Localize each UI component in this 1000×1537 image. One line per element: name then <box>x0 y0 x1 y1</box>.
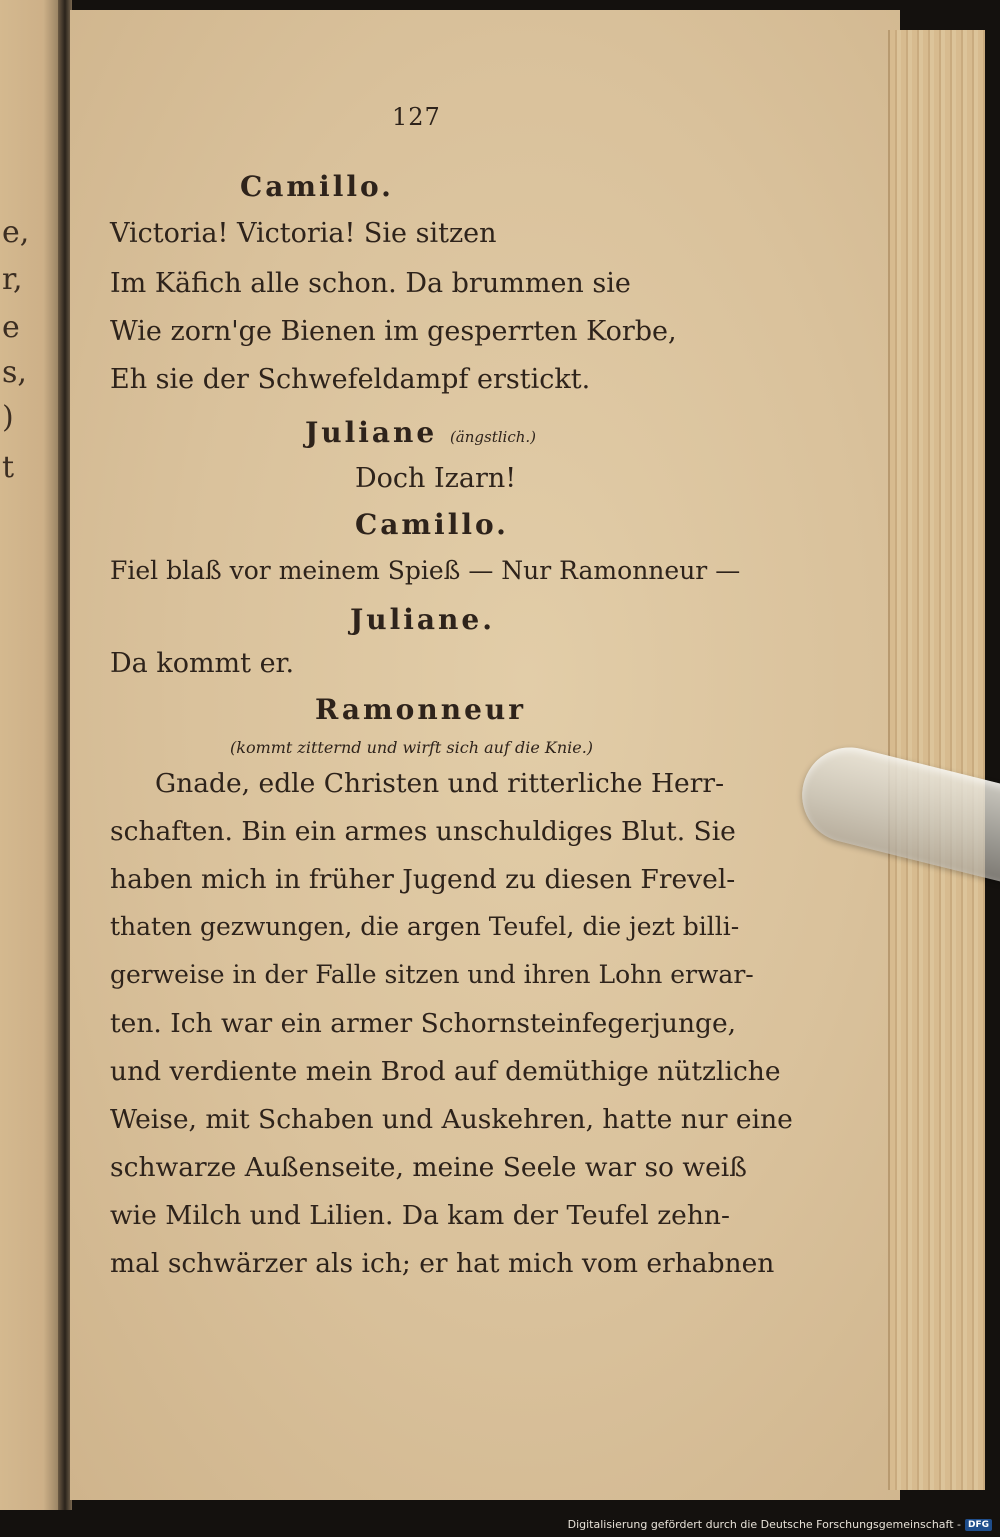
stage-direction: (ängstlich.) <box>449 428 537 446</box>
prose-line: schaften. Bin ein armes unschuldiges Blut. Sie <box>110 816 736 847</box>
verse-line: Eh sie der Schwefeldampf erstickt. <box>110 364 591 395</box>
prose-line: Weise, mit Schaben und Auskehren, hatte nur eine <box>110 1104 793 1135</box>
left-page-fragment: r, <box>2 262 23 297</box>
left-page-fragment: ) <box>2 400 14 435</box>
verse-line: Doch Izarn! <box>355 463 517 494</box>
speaker-name <box>305 416 536 449</box>
prose-line: und verdiente mein Brod auf demüthige nützliche <box>110 1056 781 1087</box>
dfg-logo: DFG <box>965 1519 992 1531</box>
left-page-fragment: t <box>2 450 15 485</box>
prose-line: thaten gezwungen, die argen Teufel, die jezt billi- <box>110 912 740 941</box>
stage-direction: (kommt zitternd und wirft sich auf die Knie.) <box>230 738 594 757</box>
left-page-fragment: e, <box>2 215 30 250</box>
prose-line: gerweise in der Falle sitzen und ihren Lohn erwar- <box>110 960 754 989</box>
verse-line: Da kommt er. <box>110 648 295 679</box>
verse-line: Im Käfich alle schon. Da brummen sie <box>110 268 631 299</box>
prose-line: wie Milch und Lilien. Da kam der Teufel zehn- <box>110 1200 730 1231</box>
speaker-name: Juliane. <box>350 603 495 636</box>
digitization-credit <box>568 1518 992 1531</box>
left-page-fragment: s, <box>2 355 27 390</box>
verse-line: Wie zorn'ge Bienen im gesperrten Korbe, <box>110 316 677 347</box>
credit-text: Digitalisierung gefördert durch die Deutsche Forschungsgemeinschaft - <box>567 1518 961 1531</box>
prose-line: haben mich in früher Jugend zu diesen Frevel- <box>110 864 736 895</box>
verse-line: Fiel blaß vor meinem Spieß — Nur Ramonneur — <box>110 556 741 585</box>
speaker-name: Camillo. <box>240 170 394 203</box>
page-number: 127 <box>392 103 441 131</box>
verse-line: Victoria! Victoria! Sie sitzen <box>110 218 497 249</box>
speaker-name-text: Juliane <box>305 416 438 449</box>
prose-line: Gnade, edle Christen und ritterliche Herr- <box>155 768 725 799</box>
left-page-fragment: e <box>2 310 20 345</box>
prose-line: mal schwärzer als ich; er hat mich vom erhabnen <box>110 1248 775 1279</box>
speaker-name: Camillo. <box>355 508 509 541</box>
left-page-edge <box>0 0 62 1510</box>
speaker-name: Ramonneur <box>315 693 526 726</box>
prose-line: ten. Ich war ein armer Schornsteinfegerjunge, <box>110 1008 737 1039</box>
prose-line: schwarze Außenseite, meine Seele war so weiß <box>110 1152 747 1183</box>
